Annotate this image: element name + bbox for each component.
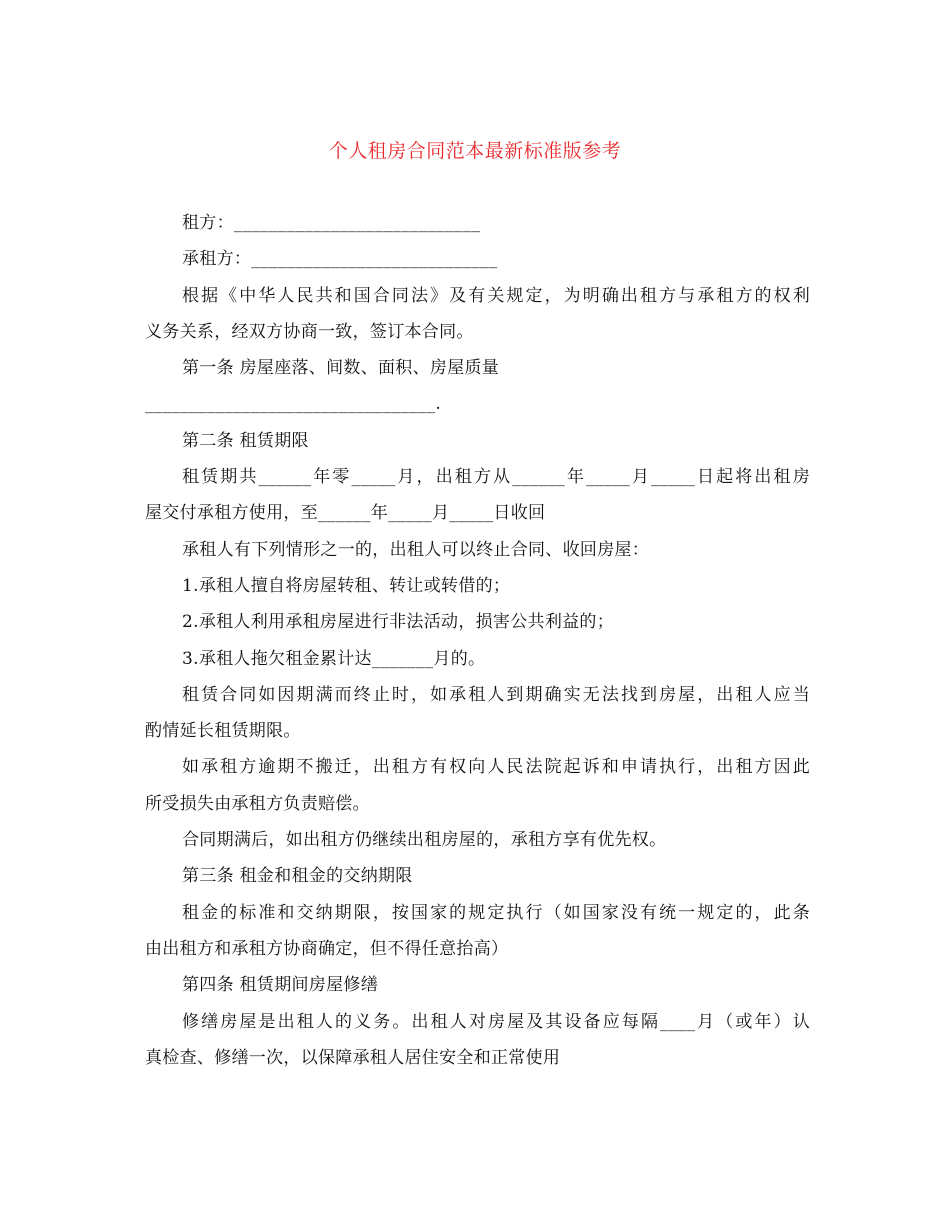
paragraph-line: 修缮房屋是出租人的义务。出租人对房屋及其设备应每隔____月（或年）认 (182, 1011, 810, 1032)
paragraph-line: 如承租方逾期不搬迁，出租方有权向人民法院起诉和申请执行，出租方因此 (182, 757, 810, 778)
list-item: 3.承租人拖欠租金累计达_______月的。 (182, 648, 486, 669)
document-title: 个人租房合同范本最新标准版参考 (328, 140, 622, 162)
document-body (145, 205, 810, 1076)
article-heading: 第三条 租金和租金的交纳期限 (182, 866, 413, 887)
lessor-line: 租方：____________________________ (182, 213, 481, 233)
paragraph-line: 合同期满后，如出租方仍继续出租房屋的，承租方享有优先权。 (182, 830, 667, 851)
article-heading: 第二条 租赁期限 (182, 430, 309, 451)
paragraph-line: 由出租方和承租方协商确定，但不得任意抬高） (145, 938, 509, 959)
paragraph-line: 酌情延长租赁期限。 (145, 721, 301, 742)
list-item: 2.承租人利用承租房屋进行非法活动，损害公共利益的； (182, 612, 615, 633)
paragraph-line: 租金的标准和交纳期限，按国家的规定执行（如国家没有统一规定的，此条 (182, 902, 810, 923)
paragraph-line: 承租人有下列情形之一的，出租人可以终止合同、收回房屋： (182, 539, 650, 560)
lessee-line: 承租方：____________________________ (182, 249, 498, 270)
article-heading: 第四条 租赁期间房屋修缮 (182, 975, 379, 996)
blank-line: _________________________________. (145, 394, 442, 415)
list-item: 1.承租人擅自将房屋转租、转让或转借的； (182, 575, 511, 596)
paragraph-line: 真检查、修缮一次，以保障承租人居住安全和正常使用 (145, 1047, 561, 1068)
article-heading: 第一条 房屋座落、间数、面积、房屋质量 (182, 358, 500, 379)
paragraph-line: 租赁合同如因期满而终止时，如承租人到期确实无法找到房屋，出租人应当 (182, 684, 810, 705)
paragraph-line: 根据《中华人民共和国合同法》及有关规定，为明确出租方与承租方的权利 (182, 285, 810, 306)
paragraph-line: 租赁期共______年零_____月，出租方从______年_____月_____日起将出租房 (182, 467, 810, 488)
paragraph-line: 义务关系，经双方协商一致，签订本合同。 (145, 321, 474, 342)
paragraph-line: 屋交付承租方使用，至______年_____月_____日收回 (145, 503, 546, 524)
paragraph-line: 所受损失由承租方负责赔偿。 (145, 793, 370, 814)
